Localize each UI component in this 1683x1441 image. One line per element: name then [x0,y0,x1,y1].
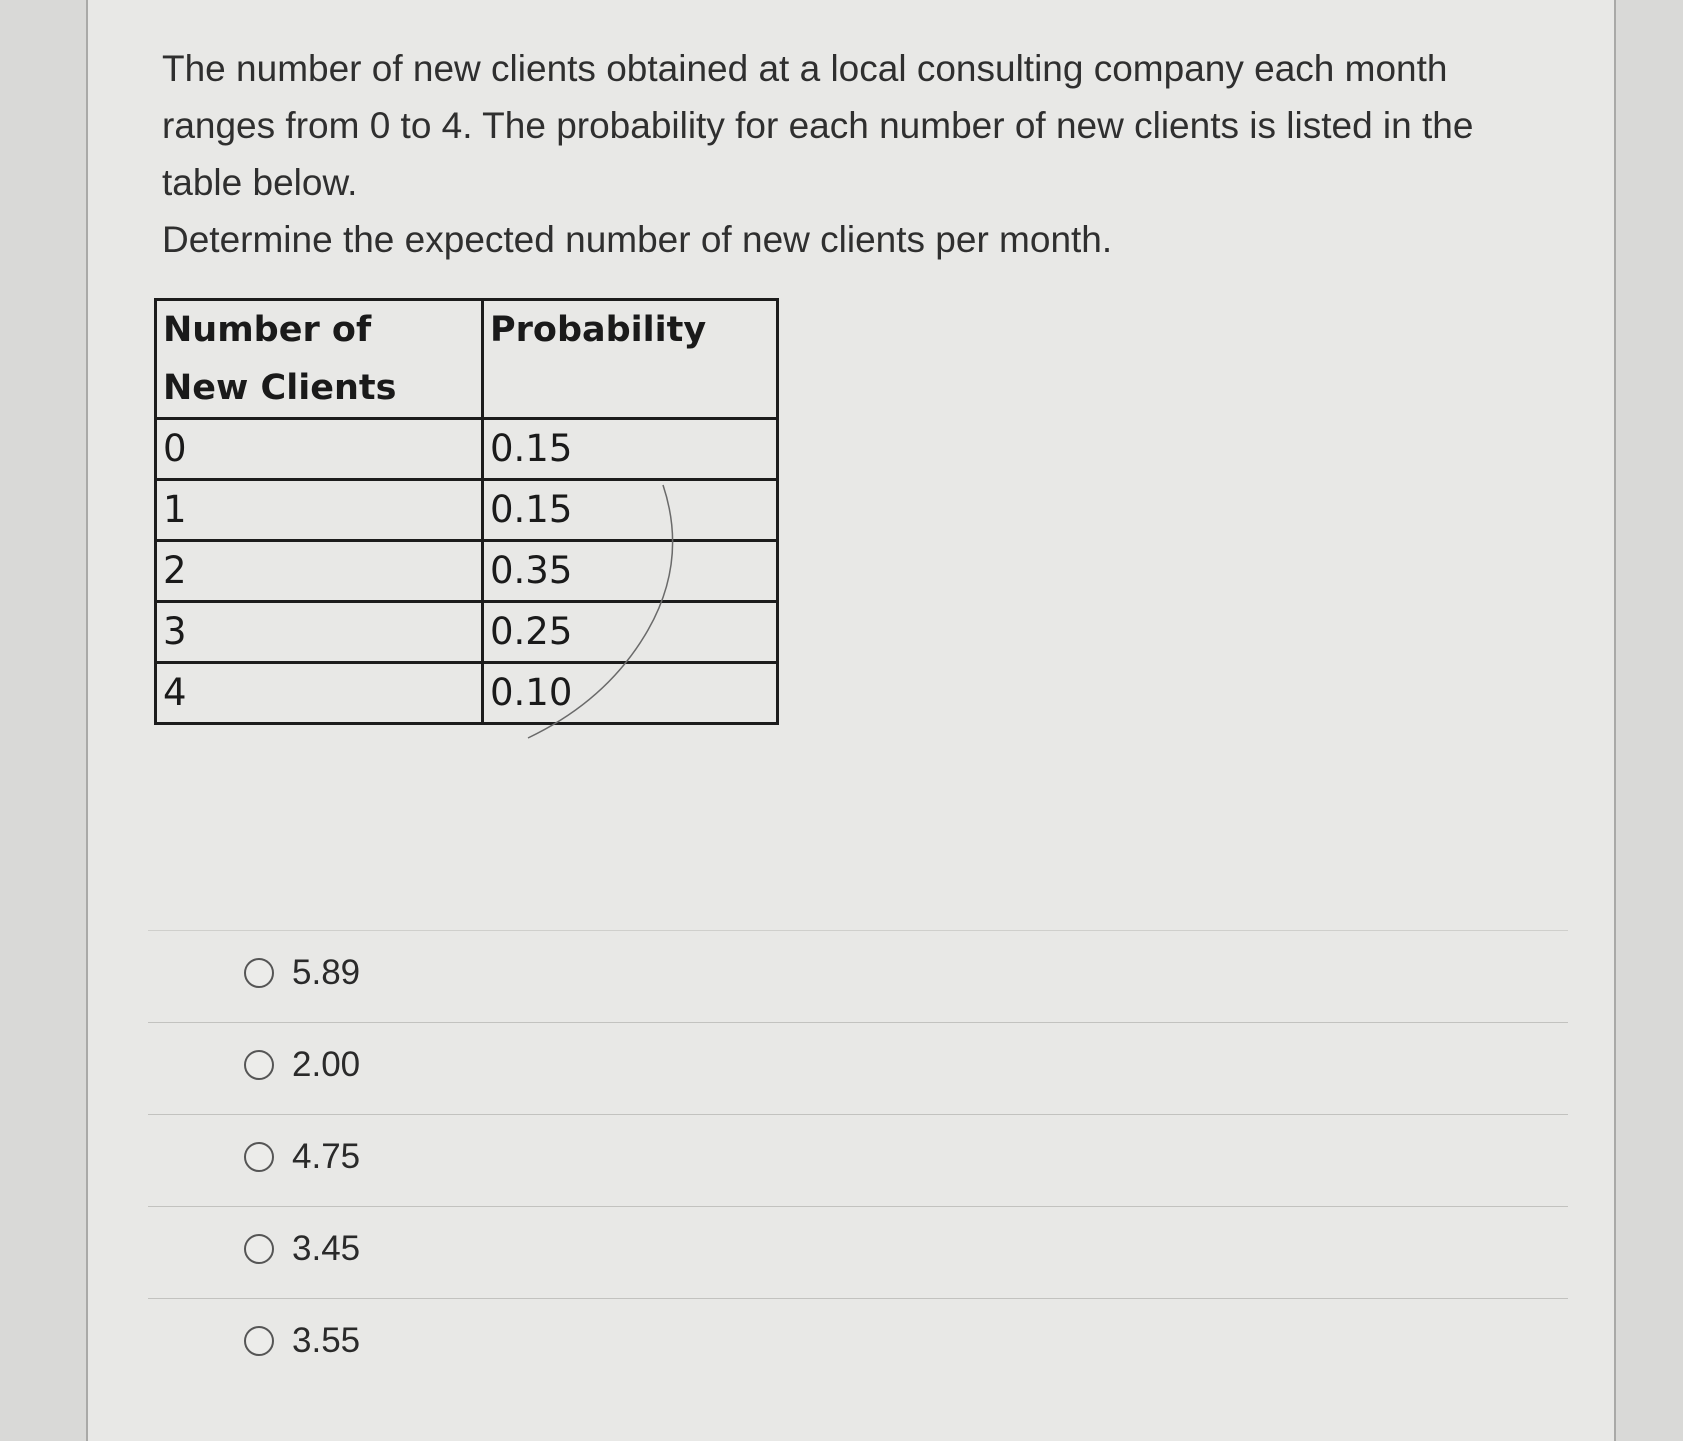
cell-probability: 0.35 [483,541,778,602]
answer-option-4[interactable] [244,1229,360,1269]
radio-button-icon[interactable] [244,1050,274,1080]
cell-probability: 0.10 [483,663,778,724]
cell-probability: 0.25 [483,602,778,663]
header-probability: Probability [483,300,778,419]
header-new-clients-line1: Number of [163,310,372,350]
table-row [156,602,778,663]
answer-option-2[interactable] [244,1045,360,1085]
question-instruction: Determine the expected number of new clients per month. [162,219,1113,260]
answer-option-label: 2.00 [292,1045,361,1084]
cell-probability: 0.15 [483,419,778,480]
probability-table [154,298,779,725]
radio-button-icon[interactable] [244,1234,274,1264]
answer-option-label: 3.55 [292,1321,361,1360]
table-row [156,480,778,541]
cell-clients: 1 [156,480,483,541]
answer-option-3[interactable] [244,1137,360,1177]
cell-probability: 0.15 [483,480,778,541]
cell-clients: 4 [156,663,483,724]
table-row [156,419,778,480]
header-new-clients [156,300,483,419]
answer-option-1[interactable] [244,953,360,993]
question-prompt: The number of new clients obtained at a local consulting company each month ranges from 0 to 4. The probability for each number of new clients is listed in the table below. [162,48,1474,203]
radio-button-icon[interactable] [244,958,274,988]
cell-clients: 3 [156,602,483,663]
table-header-row [156,300,778,419]
header-new-clients-line2: New Clients [163,368,397,408]
answer-option-row [148,1114,1568,1206]
question-text [162,40,1542,268]
question-card [86,0,1616,1441]
answer-option-5[interactable] [244,1321,360,1361]
table-row [156,663,778,724]
answer-option-label: 4.75 [292,1137,361,1176]
answer-option-label: 5.89 [292,953,361,992]
radio-button-icon[interactable] [244,1142,274,1172]
answer-option-label: 3.45 [292,1229,361,1268]
radio-button-icon[interactable] [244,1326,274,1356]
cell-clients: 2 [156,541,483,602]
answer-option-row [148,1022,1568,1114]
table-row [156,541,778,602]
cell-clients: 0 [156,419,483,480]
answer-option-row [148,1206,1568,1298]
answer-option-row [148,1298,1568,1390]
answer-options [148,930,1568,1390]
answer-option-row [148,930,1568,1022]
